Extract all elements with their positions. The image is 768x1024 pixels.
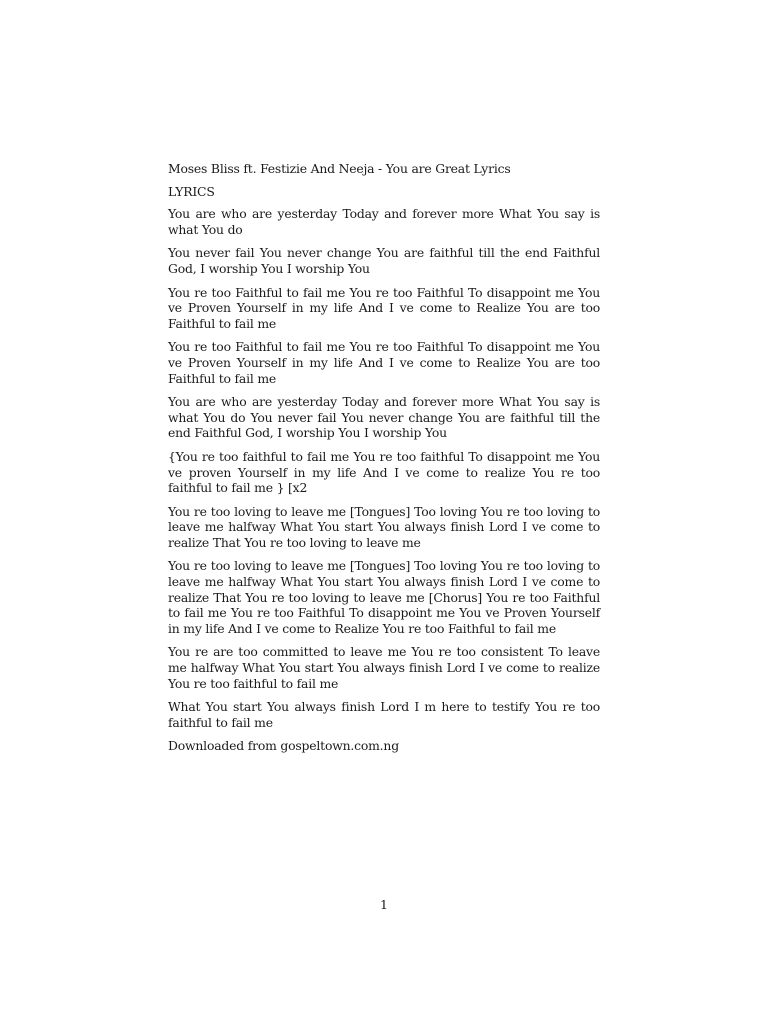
lyrics-paragraph: You re too loving to leave me [Tongues] Too loving You re too loving to leave me halfway What You start You always finish Lord I ve come to realize That You re too loving to leave me [Chorus] You re too Faithful to fail me You re too Faithful To disappoint me You ve Proven Yourself in my life And I ve come to Realize You re too Faithful to fail me [168, 558, 600, 636]
source-note: Downloaded from gospeltown.com.ng [168, 738, 399, 754]
lyrics-paragraph: You re are too committed to leave me You re too consistent To leave me halfway What You start You always finish Lord I ve come to realize You re too faithful to fail me [168, 644, 600, 691]
page-number: 1 [380, 897, 388, 912]
lyrics-paragraph: {You re too faithful to fail me You re too faithful To disappoint me You ve proven Yourself in my life And I ve come to realize You re too faithful to fail me } [x2 [168, 448, 600, 496]
lyrics-paragraph: You re too loving to leave me [Tongues] Too loving You re too loving to leave me halfway What You start You always finish Lord I ve come to realize That You re too loving to leave me [168, 503, 600, 550]
lyrics-paragraph: You are who are yesterday Today and forever more What You say is what You do You never fail You never change You are faithful till the end Faithful God, I worship You I worship You [168, 394, 600, 441]
lyrics-paragraph: You re too Faithful to fail me You re too Faithful To disappoint me You ve Proven Yourself in my life And I ve come to Realize You are too Faithful to fail me [168, 339, 600, 386]
lyrics-paragraph: What You start You always finish Lord I m here to testify You re too faithful to fail me [168, 699, 600, 730]
lyrics-paragraph: You never fail You never change You are faithful till the end Faithful God, I worship You I worship You [168, 245, 600, 276]
lyrics-paragraph: You re too Faithful to fail me You re too Faithful To disappoint me You ve Proven Yourself in my life And I ve come to Realize You are too Faithful to fail me [168, 284, 600, 331]
lyrics-paragraph: You are who are yesterday Today and forever more What You say is what You do [168, 206, 600, 237]
document-title: Moses Bliss ft. Festizie And Neeja - You are Great Lyrics [168, 161, 511, 176]
document-body [168, 161, 600, 762]
section-heading: LYRICS [168, 183, 215, 199]
